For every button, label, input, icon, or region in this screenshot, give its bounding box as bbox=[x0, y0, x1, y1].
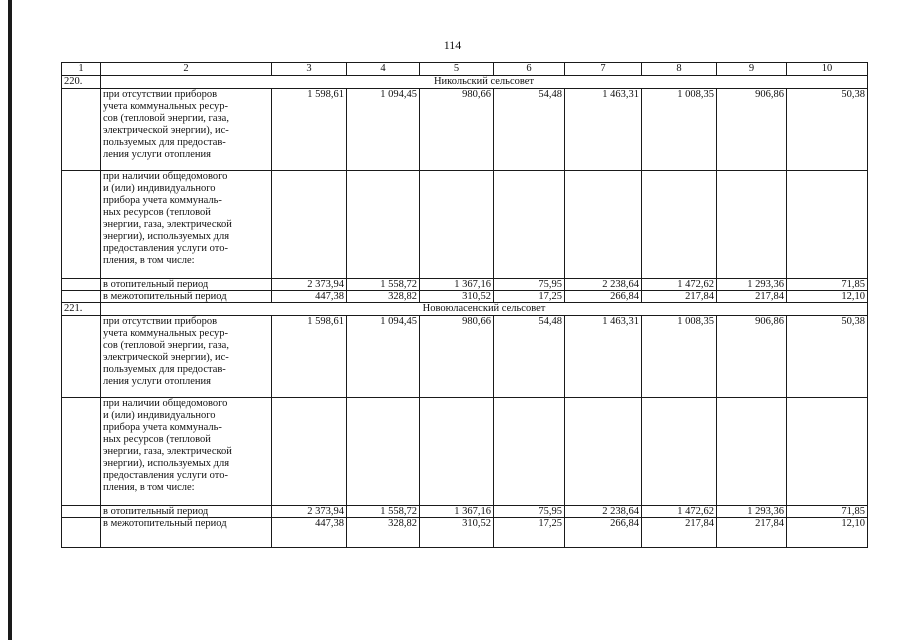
value-cell: 75,95 bbox=[494, 279, 565, 291]
value-cell: 17,25 bbox=[494, 518, 565, 548]
value-cell bbox=[565, 171, 642, 279]
section-name: Новоюласенский сельсовет bbox=[101, 303, 868, 316]
section-code: 220. bbox=[62, 76, 101, 89]
table-row bbox=[62, 316, 868, 398]
table-row bbox=[62, 506, 868, 518]
value-cell: 1 094,45 bbox=[347, 89, 420, 171]
value-cell bbox=[420, 398, 494, 506]
page-number: 114 bbox=[443, 38, 462, 52]
value-cell: 217,84 bbox=[642, 518, 717, 548]
value-cell: 1 367,16 bbox=[420, 279, 494, 291]
value-cell: 1 367,16 bbox=[420, 506, 494, 518]
value-cell bbox=[717, 171, 787, 279]
empty-cell bbox=[62, 89, 101, 171]
table-row bbox=[62, 279, 868, 291]
value-cell: 328,82 bbox=[347, 291, 420, 303]
value-cell: 328,82 bbox=[347, 518, 420, 548]
row-label: в отопительный период bbox=[101, 279, 272, 291]
value-cell: 1 094,45 bbox=[347, 316, 420, 398]
value-cell: 12,10 bbox=[787, 291, 868, 303]
value-cell: 1 558,72 bbox=[347, 506, 420, 518]
value-cell: 980,66 bbox=[420, 316, 494, 398]
value-cell: 1 598,61 bbox=[272, 89, 347, 171]
column-number-header: 6 bbox=[494, 63, 565, 76]
value-cell bbox=[347, 171, 420, 279]
empty-cell bbox=[62, 279, 101, 291]
value-cell: 980,66 bbox=[420, 89, 494, 171]
value-cell bbox=[272, 171, 347, 279]
value-cell bbox=[717, 398, 787, 506]
value-cell: 54,48 bbox=[494, 89, 565, 171]
empty-cell bbox=[62, 316, 101, 398]
empty-cell bbox=[62, 506, 101, 518]
table-row bbox=[62, 171, 868, 279]
empty-cell bbox=[62, 171, 101, 279]
column-number-header: 3 bbox=[272, 63, 347, 76]
section-header-row bbox=[62, 76, 868, 89]
value-cell: 1 008,35 bbox=[642, 316, 717, 398]
value-cell: 12,10 bbox=[787, 518, 868, 548]
value-cell: 50,38 bbox=[787, 89, 868, 171]
table-row bbox=[62, 291, 868, 303]
value-cell: 2 373,94 bbox=[272, 506, 347, 518]
value-cell: 1 463,31 bbox=[565, 316, 642, 398]
value-cell: 71,85 bbox=[787, 279, 868, 291]
section-code: 221. bbox=[62, 303, 101, 316]
value-cell: 1 472,62 bbox=[642, 506, 717, 518]
value-cell: 54,48 bbox=[494, 316, 565, 398]
value-cell: 447,38 bbox=[272, 291, 347, 303]
value-cell: 1 293,36 bbox=[717, 279, 787, 291]
column-number-header: 8 bbox=[642, 63, 717, 76]
value-cell: 310,52 bbox=[420, 518, 494, 548]
row-label: при наличии общедомового и (или) индивидуального прибора учета коммуналь- ных ресурсов (тепловой энергии, газа, электрической энергии), используемых для предоставления услуги ото- пления, в том числе: bbox=[101, 171, 272, 279]
empty-cell bbox=[62, 291, 101, 303]
row-label: в межотопительный период bbox=[101, 291, 272, 303]
value-cell bbox=[347, 398, 420, 506]
value-cell bbox=[494, 398, 565, 506]
empty-cell bbox=[62, 518, 101, 548]
table-row bbox=[62, 398, 868, 506]
column-number-header: 5 bbox=[420, 63, 494, 76]
value-cell bbox=[420, 171, 494, 279]
value-cell: 217,84 bbox=[642, 291, 717, 303]
row-label: в отопительный период bbox=[101, 506, 272, 518]
section-header-row bbox=[62, 303, 868, 316]
column-number-header: 2 bbox=[101, 63, 272, 76]
column-number-row bbox=[62, 63, 868, 76]
column-number-header: 7 bbox=[565, 63, 642, 76]
scan-edge-shadow bbox=[8, 0, 12, 640]
value-cell bbox=[787, 398, 868, 506]
value-cell bbox=[565, 398, 642, 506]
empty-cell bbox=[62, 398, 101, 506]
value-cell: 266,84 bbox=[565, 518, 642, 548]
tariff-table bbox=[61, 62, 868, 548]
row-label: при отсутствии приборов учета коммунальных ресур- сов (тепловой энергии, газа, электрической энергии), ис- пользуемых для предостав- ления услуги отопления bbox=[101, 316, 272, 398]
value-cell: 1 558,72 bbox=[347, 279, 420, 291]
value-cell: 2 238,64 bbox=[565, 279, 642, 291]
value-cell: 217,84 bbox=[717, 291, 787, 303]
value-cell: 217,84 bbox=[717, 518, 787, 548]
column-number-header: 10 bbox=[787, 63, 868, 76]
value-cell: 266,84 bbox=[565, 291, 642, 303]
row-label: в межотопительный период bbox=[101, 518, 272, 548]
value-cell: 1 293,36 bbox=[717, 506, 787, 518]
value-cell: 1 463,31 bbox=[565, 89, 642, 171]
column-number-header: 4 bbox=[347, 63, 420, 76]
value-cell bbox=[642, 171, 717, 279]
value-cell: 75,95 bbox=[494, 506, 565, 518]
value-cell: 1 008,35 bbox=[642, 89, 717, 171]
value-cell: 1 472,62 bbox=[642, 279, 717, 291]
value-cell: 50,38 bbox=[787, 316, 868, 398]
value-cell: 71,85 bbox=[787, 506, 868, 518]
table-row bbox=[62, 518, 868, 548]
value-cell bbox=[642, 398, 717, 506]
value-cell: 17,25 bbox=[494, 291, 565, 303]
value-cell: 2 238,64 bbox=[565, 506, 642, 518]
value-cell bbox=[494, 171, 565, 279]
value-cell: 310,52 bbox=[420, 291, 494, 303]
value-cell: 906,86 bbox=[717, 316, 787, 398]
value-cell: 447,38 bbox=[272, 518, 347, 548]
section-name: Никольский сельсовет bbox=[101, 76, 868, 89]
value-cell: 906,86 bbox=[717, 89, 787, 171]
table-row bbox=[62, 89, 868, 171]
value-cell bbox=[787, 171, 868, 279]
value-cell bbox=[272, 398, 347, 506]
value-cell: 1 598,61 bbox=[272, 316, 347, 398]
value-cell: 2 373,94 bbox=[272, 279, 347, 291]
row-label: при наличии общедомового и (или) индивидуального прибора учета коммуналь- ных ресурсов (тепловой энергии, газа, электрической энергии), используемых для предоставления услуги ото- пления, в том числе: bbox=[101, 398, 272, 506]
column-number-header: 1 bbox=[62, 63, 101, 76]
row-label: при отсутствии приборов учета коммунальных ресур- сов (тепловой энергии, газа, электрической энергии), ис- пользуемых для предостав- ления услуги отопления bbox=[101, 89, 272, 171]
column-number-header: 9 bbox=[717, 63, 787, 76]
